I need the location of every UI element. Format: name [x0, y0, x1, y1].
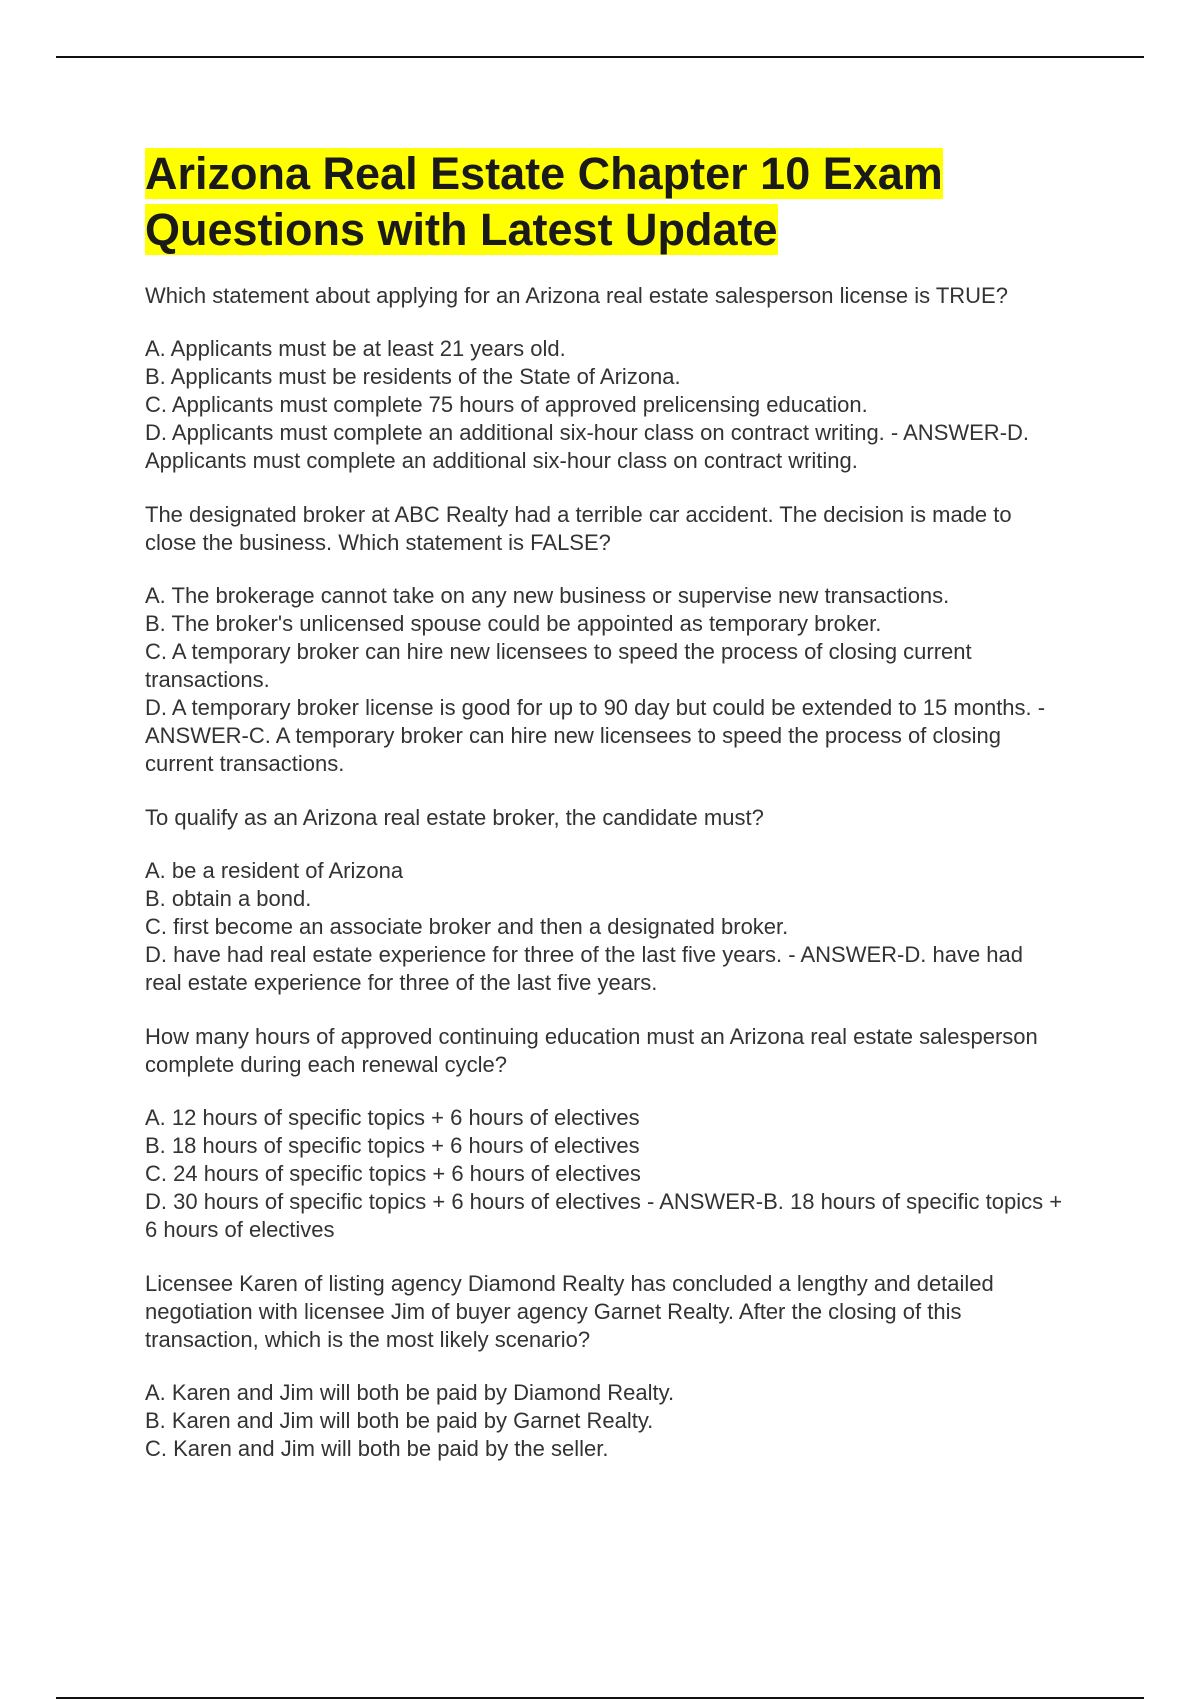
option-c: C. A temporary broker can hire new licensees to speed the process of closing current transactions.: [145, 639, 972, 692]
option-b: B. Applicants must be residents of the State of Arizona.: [145, 364, 681, 389]
question-block-2: [145, 501, 1065, 778]
option-a: A. The brokerage cannot take on any new business or supervise new transactions.: [145, 583, 950, 608]
option-b: B. 18 hours of specific topics + 6 hours of electives: [145, 1133, 640, 1158]
question-text: To qualify as an Arizona real estate broker, the candidate must?: [145, 805, 764, 830]
question-text: Licensee Karen of listing agency Diamond Realty has concluded a lengthy and detailed negotiation with licensee Jim of buyer agency Garnet Realty. After the closing of this transaction, which is the most likely scenario?: [145, 1271, 994, 1352]
option-a: A. be a resident of Arizona: [145, 858, 404, 883]
option-d-with-answer: D. Applicants must complete an additional six-hour class on contract writing. - ANSWER-D. Applicants must complete an additional six-hour class on contract writing.: [145, 420, 1030, 473]
question-block-5: [145, 1270, 1065, 1463]
option-b: B. obtain a bond.: [145, 886, 312, 911]
question-text: The designated broker at ABC Realty had a terrible car accident. The decision is made to close the business. Which statement is FALSE?: [145, 502, 1012, 555]
option-d-with-answer: D. 30 hours of specific topics + 6 hours of electives - ANSWER-B. 18 hours of specific topics + 6 hours of electives: [145, 1189, 1063, 1242]
question-block-4: [145, 1023, 1065, 1244]
document-body: [145, 146, 1065, 1489]
option-b: B. The broker's unlicensed spouse could be appointed as temporary broker.: [145, 611, 882, 636]
option-c: C. first become an associate broker and then a designated broker.: [145, 914, 789, 939]
option-a: A. 12 hours of specific topics + 6 hours of electives: [145, 1105, 640, 1130]
highlighted-title-text: Arizona Real Estate Chapter 10 Exam Questions with Latest Update: [145, 148, 943, 255]
question-text: Which statement about applying for an Arizona real estate salesperson license is TRUE?: [145, 283, 1008, 308]
question-block-1: [145, 282, 1065, 475]
option-c: C. 24 hours of specific topics + 6 hours of electives: [145, 1161, 641, 1186]
option-a: A. Applicants must be at least 21 years old.: [145, 336, 566, 361]
document-title: [145, 146, 1065, 258]
option-d-with-answer: D. A temporary broker license is good for up to 90 day but could be extended to 15 months. - ANSWER-C. A temporary broker can hire new licensees to speed the process of closing current transactions.: [145, 695, 1046, 776]
option-c: C. Applicants must complete 75 hours of approved prelicensing education.: [145, 392, 868, 417]
question-block-3: [145, 804, 1065, 997]
top-rule: [56, 56, 1144, 58]
option-a: A. Karen and Jim will both be paid by Diamond Realty.: [145, 1380, 675, 1405]
question-text: How many hours of approved continuing education must an Arizona real estate salesperson complete during each renewal cycle?: [145, 1024, 1038, 1077]
bottom-rule: [56, 1697, 1144, 1699]
option-c: C. Karen and Jim will both be paid by the seller.: [145, 1436, 609, 1461]
option-b: B. Karen and Jim will both be paid by Garnet Realty.: [145, 1408, 654, 1433]
option-d-with-answer: D. have had real estate experience for three of the last five years. - ANSWER-D. have had real estate experience for three of the last five years.: [145, 942, 1023, 995]
